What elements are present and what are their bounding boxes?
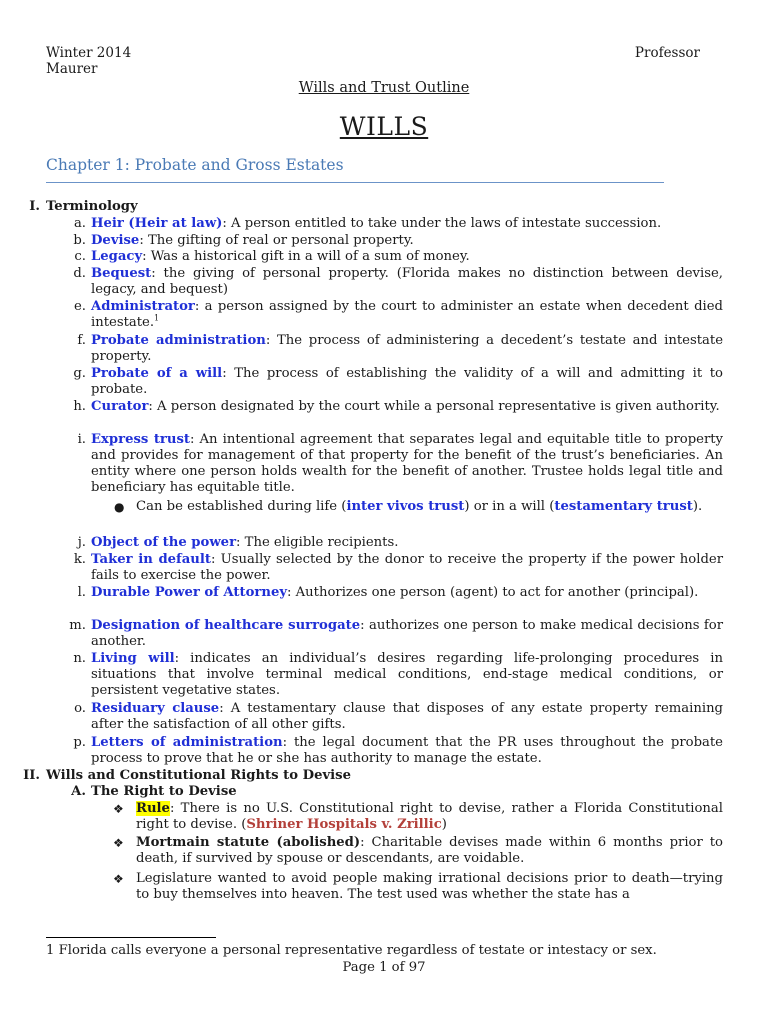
- section-number: I.: [29, 199, 40, 214]
- term-item: [91, 585, 723, 601]
- section-heading-wills: WILLS: [339, 112, 429, 141]
- term-definition: : Usually selected by the donor to receive the property if the power holder fails to exercise the power.: [91, 552, 723, 583]
- point-item: Legislature wanted to avoid people making irrational decisions prior to death—trying to buy themselves into heaven. The test used was whether the state has a: [136, 871, 723, 902]
- term-item: [91, 216, 723, 232]
- term-label: Devise: [91, 233, 140, 248]
- list-marker: e.: [74, 299, 86, 314]
- footnote-separator: [46, 937, 216, 938]
- point-text: : Charitable devises made within 6 months prior to death, if survived by spouse or descendants, are voidable.: [136, 835, 723, 866]
- list-marker: j.: [77, 535, 86, 550]
- list-marker: i.: [77, 432, 86, 447]
- bullet-text: ) or in a will (: [464, 499, 555, 514]
- term-label: Heir (Heir at law): [91, 216, 223, 231]
- bullet-item: [136, 499, 723, 515]
- term-definition: : indicates an individual’s desires regarding life-prolonging procedures in situations that involve terminal medical conditions, end-stage medical conditions, or persistent vegetative states.: [91, 651, 723, 698]
- term-definition: : The process of establishing the validity of a will and admitting it to probate.: [91, 366, 723, 397]
- term-definition: : The gifting of real or personal property.: [139, 233, 414, 248]
- term-label: Object of the power: [91, 535, 237, 550]
- term-definition: : The eligible recipients.: [236, 535, 399, 550]
- term-label: Administrator: [91, 299, 195, 314]
- term-label: testamentary trust: [554, 499, 693, 514]
- term-item: [91, 399, 723, 415]
- term-item: [91, 618, 723, 650]
- term-item: [91, 249, 723, 265]
- term-label: Probate administration: [91, 333, 266, 348]
- list-marker: n.: [73, 651, 86, 666]
- term-item: [91, 333, 723, 365]
- list-marker: c.: [74, 249, 86, 264]
- bullet-marker: ●: [114, 500, 125, 514]
- footnote-reference: 1: [154, 313, 160, 323]
- diamond-bullet-icon: ❖: [113, 836, 124, 850]
- term-item: [91, 266, 723, 298]
- point-label: Mortmain statute (abolished): [136, 835, 361, 850]
- term-item: [91, 535, 723, 551]
- list-marker: o.: [74, 701, 86, 716]
- list-marker: h.: [73, 399, 86, 414]
- term-definition: : The process of administering a decedent’s testate and intestate property.: [91, 333, 723, 364]
- term-label: Bequest: [91, 266, 152, 281]
- term-label: Durable Power of Attorney: [91, 585, 287, 600]
- term-item: [91, 432, 723, 496]
- term-definition: : A testamentary clause that disposes of any estate property remaining after the satisfaction of all other gifts.: [91, 701, 723, 732]
- bullet-text: ).: [692, 499, 703, 514]
- term-label: Curator: [91, 399, 149, 414]
- term-label: Legacy: [91, 249, 143, 264]
- page-number: Page 1 of 97: [342, 960, 426, 975]
- term-label: Probate of a will: [91, 366, 223, 381]
- list-marker: d.: [73, 266, 86, 281]
- term-definition: : a person assigned by the court to administer an estate when decedent died intestate.: [91, 299, 723, 330]
- document-title: Wills and Trust Outline: [298, 80, 470, 96]
- term-item: [91, 701, 723, 733]
- term-definition: : An intentional agreement that separates legal and equitable title to property and provides for management of that property for the benefit of the trust’s beneficiaries. An entity where one person holds wealth for the benefit of another. Trustee holds legal title and beneficiary has equitable title.: [91, 432, 723, 495]
- footnote: 1 Florida calls everyone a personal representative regardless of testate or intestacy or sex.: [46, 943, 657, 958]
- header-professor: Professor: [634, 45, 700, 61]
- point-text: : There is no U.S. Constitutional right to devise, rather a Florida Constitutional right to devise. (: [136, 801, 723, 832]
- term-label: Designation of healthcare surrogate: [91, 618, 361, 633]
- term-definition: : the giving of personal property. (Florida makes no distinction between devise, legacy, and bequest): [91, 266, 723, 297]
- term-definition: : Authorizes one person (agent) to act for another (principal).: [287, 585, 699, 600]
- list-marker: b.: [73, 233, 86, 248]
- diamond-bullet-icon: ❖: [113, 802, 124, 816]
- term-item: [91, 651, 723, 699]
- rule-label: Rule: [136, 801, 170, 816]
- list-marker: p.: [73, 735, 86, 750]
- subsection-title: The Right to Devise: [91, 784, 237, 799]
- term-definition: : A person entitled to take under the laws of intestate succession.: [222, 216, 662, 231]
- list-marker: k.: [73, 552, 86, 567]
- header-term: Winter 2014: [46, 45, 132, 61]
- term-item: [91, 299, 723, 331]
- term-item: [91, 735, 723, 767]
- point-item: [136, 835, 723, 867]
- section-title: Wills and Constitutional Rights to Devise: [46, 768, 351, 783]
- list-marker: g.: [73, 366, 86, 381]
- term-item: [91, 366, 723, 398]
- term-definition: : Was a historical gift in a will of a sum of money.: [142, 249, 470, 264]
- term-label: Letters of administration: [91, 735, 283, 750]
- section-title: Terminology: [46, 199, 138, 214]
- section-number: II.: [23, 768, 40, 783]
- bullet-text: Can be established during life (: [136, 499, 347, 514]
- diamond-bullet-icon: ❖: [113, 872, 124, 886]
- page-header: [46, 45, 706, 77]
- term-definition: : the legal document that the PR uses throughout the probate process to prove that he or she has authority to manage the estate.: [91, 735, 723, 766]
- list-marker: a.: [73, 216, 86, 231]
- list-marker: f.: [77, 333, 86, 348]
- term-label: Living will: [91, 651, 175, 666]
- list-marker: l.: [77, 585, 86, 600]
- term-item: [91, 233, 723, 249]
- list-marker: m.: [69, 618, 86, 633]
- case-citation: Shriner Hospitals v. Zrillic: [246, 817, 442, 832]
- term-label: Taker in default: [91, 552, 211, 567]
- term-label: Residuary clause: [91, 701, 220, 716]
- term-definition: : A person designated by the court while a personal representative is given authority.: [148, 399, 720, 414]
- term-item: [91, 552, 723, 584]
- term-label: Express trust: [91, 432, 190, 447]
- subsection-marker: A.: [71, 784, 86, 799]
- term-label: inter vivos trust: [346, 499, 465, 514]
- term-definition: : authorizes one person to make medical decisions for another.: [91, 618, 724, 649]
- point-text: ): [441, 817, 447, 832]
- header-name: Maurer: [46, 61, 98, 77]
- chapter-heading: Chapter 1: Probate and Gross Estates: [46, 156, 664, 183]
- point-item: [136, 801, 723, 833]
